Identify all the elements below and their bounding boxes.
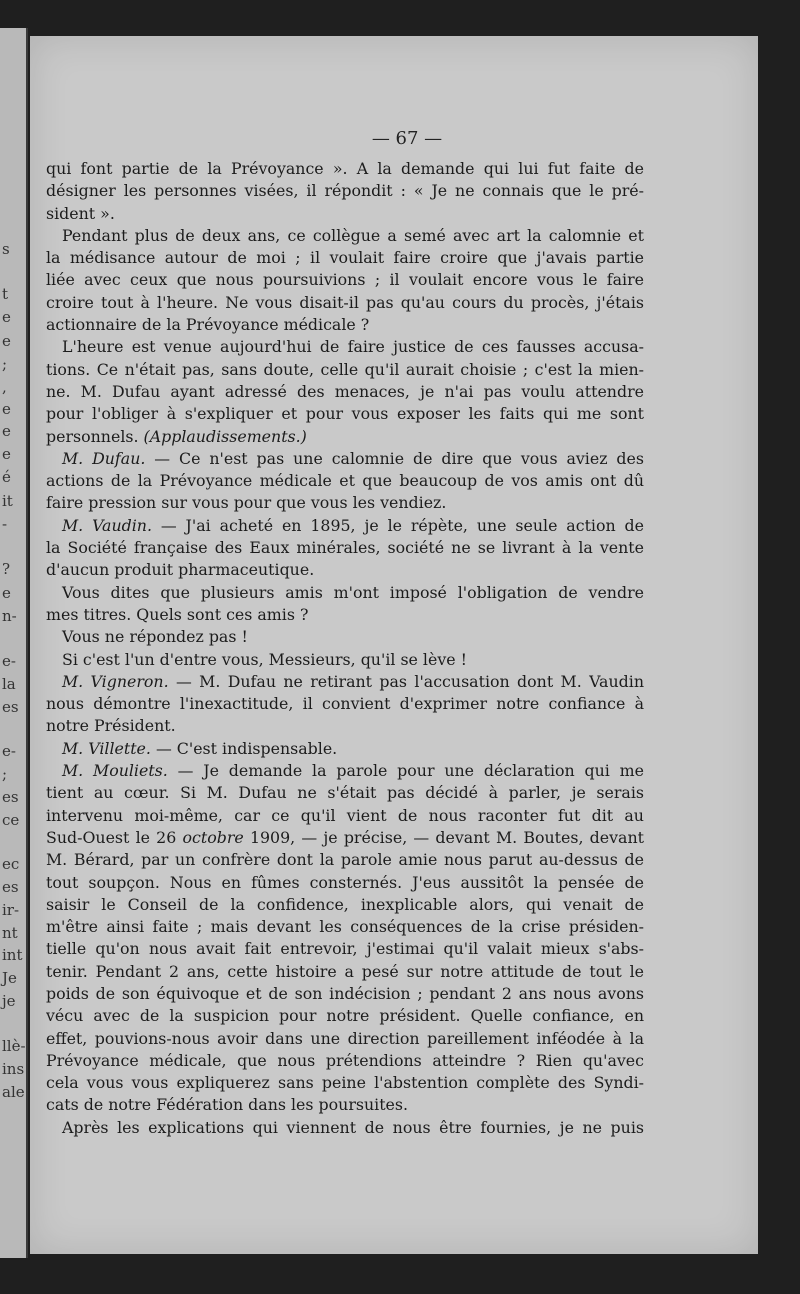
facing-page-text-fragment: es xyxy=(2,878,19,896)
line-text: notre Président. xyxy=(46,716,176,736)
line-text: Vous ne répondez pas ! xyxy=(62,627,248,647)
line-text: nous démontre l'inexactitude, il convient d'exprimer notre confiance à xyxy=(46,694,644,714)
speaker-name: M. Vaudin. xyxy=(62,515,152,535)
text-line xyxy=(46,492,644,514)
text-line xyxy=(46,537,644,559)
text-line xyxy=(46,180,644,202)
line-text: actionnaire de la Prévoyance médicale ? xyxy=(46,315,370,335)
speaker-name: M. Villette. xyxy=(62,738,151,758)
facing-page-text-fragment: ? xyxy=(2,560,11,578)
speaker-name: M. Dufau. xyxy=(62,448,146,468)
facing-page-text-fragment: e xyxy=(2,400,11,418)
line-text: Sud-Ouest le 26 octobre 1909, — je précise, — devant M. Boutes, devant xyxy=(46,827,644,847)
line-text: vécu avec de la suspicion pour notre président. Quelle confiance, en xyxy=(46,1006,644,1026)
text-line xyxy=(46,894,644,916)
facing-page-text-fragment: llè- xyxy=(2,1037,26,1055)
line-text: Pendant plus de deux ans, ce collègue a semé avec art la calomnie et xyxy=(62,225,644,245)
line-text: faire pression sur vous pour que vous les vendiez. xyxy=(46,493,447,513)
facing-page-text-fragment: ; xyxy=(2,355,8,373)
line-text: Après les explications qui viennent de nous être fournies, je ne puis xyxy=(62,1117,644,1137)
text-line xyxy=(46,715,644,737)
text-line xyxy=(46,827,644,849)
line-text: — J'ai acheté en 1895, je le répète, une seule action de xyxy=(152,515,644,535)
line-text: actions de la Prévoyance médicale et que beaucoup de vos amis ont dû xyxy=(46,471,644,491)
facing-page-text-fragment: e xyxy=(2,308,11,326)
line-text: saisir le Conseil de la confidence, inexplicable alors, qui venait de xyxy=(46,894,644,914)
text-line xyxy=(46,269,644,291)
line-text: cela vous vous expliquerez sans peine l'abstention complète des Syndi- xyxy=(46,1073,644,1093)
facing-page-text-fragment: je xyxy=(2,992,16,1010)
facing-page-text-fragment: ; xyxy=(2,765,8,783)
text-line xyxy=(46,604,644,626)
facing-page-text-fragment: ec xyxy=(2,855,20,873)
text-line xyxy=(46,805,644,827)
facing-page-text-fragment: Je xyxy=(2,969,17,987)
facing-page-text-fragment: ce xyxy=(2,811,20,829)
text-line xyxy=(46,448,644,470)
text-line xyxy=(46,292,644,314)
text-line xyxy=(46,738,644,760)
text-line xyxy=(46,983,644,1005)
facing-page-text-fragment: ir- xyxy=(2,901,20,919)
text-line xyxy=(46,203,644,225)
text-line xyxy=(46,582,644,604)
text-line xyxy=(46,559,644,581)
line-text: — Ce n'est pas une calomnie de dire que vous aviez des xyxy=(145,448,644,468)
line-text: personnels. (Applaudissements.) xyxy=(46,426,307,446)
text-line xyxy=(46,426,644,448)
text-line xyxy=(46,1117,644,1139)
facing-page-text-fragment: it xyxy=(2,492,13,510)
line-text: L'heure est venue aujourd'hui de faire justice de ces fausses accusa- xyxy=(62,337,644,357)
text-line xyxy=(46,782,644,804)
facing-page-text-fragment: t xyxy=(2,285,9,303)
line-text: — Je demande la parole pour une déclaration qui me xyxy=(167,761,644,781)
line-text: poids de son équivoque et de son indécision ; pendant 2 ans nous avons xyxy=(46,983,644,1003)
line-text: désigner les personnes visées, il répondit : « Je ne connais que le pré- xyxy=(46,181,644,201)
text-line xyxy=(46,961,644,983)
facing-page-text-fragment: int xyxy=(2,946,23,964)
text-line xyxy=(46,916,644,938)
text-line xyxy=(46,693,644,715)
line-text: tions. Ce n'était pas, sans doute, celle qu'il aurait choisie ; c'est la mien- xyxy=(46,359,644,379)
line-text: tenir. Pendant 2 ans, cette histoire a pesé sur notre attitude de tout le xyxy=(46,961,644,981)
line-text: Vous dites que plusieurs amis m'ont imposé l'obligation de vendre xyxy=(62,582,644,602)
text-line xyxy=(46,225,644,247)
line-text: pour l'obliger à s'expliquer et pour vous exposer les faits qui me sont xyxy=(46,404,644,424)
text-line xyxy=(46,1005,644,1027)
facing-page-text-fragment: e- xyxy=(2,742,16,760)
text-line xyxy=(46,626,644,648)
line-text: tout soupçon. Nous en fûmes consternés. J'eus aussitôt la pensée de xyxy=(46,872,644,892)
applause-note: (Applaudissements.) xyxy=(143,426,307,446)
text-line xyxy=(46,336,644,358)
line-text: la Société française des Eaux minérales, société ne se livrant à la vente xyxy=(46,538,644,558)
line-text: M. Bérard, par un confrère dont la parole amie nous parut au-dessus de xyxy=(46,850,644,870)
facing-page-text-fragment: - xyxy=(2,515,8,533)
text-line xyxy=(46,1072,644,1094)
line-text: ne. M. Dufau ayant adressé des menaces, je n'ai pas voulu attendre xyxy=(46,381,644,401)
text-line xyxy=(46,381,644,403)
line-text: la médisance autour de moi ; il voulait faire croire que j'avais partie xyxy=(46,248,644,268)
text-line xyxy=(46,158,644,180)
facing-page-edge xyxy=(0,28,28,1258)
facing-page-text-fragment: la xyxy=(2,675,16,693)
text-line xyxy=(46,247,644,269)
facing-page-text-fragment: e xyxy=(2,584,11,602)
line-text: intervenu moi-même, car ce qu'il vient de nous raconter fut dit au xyxy=(46,805,644,825)
facing-page-text-fragment: ins xyxy=(2,1060,25,1078)
speaker-name: M. Mouliets. xyxy=(62,761,168,781)
date-month: octobre xyxy=(182,827,244,847)
line-text: croire tout à l'heure. Ne vous disait-il pas qu'au cours du procès, j'étais xyxy=(46,292,644,312)
text-line xyxy=(46,1094,644,1116)
text-line xyxy=(46,515,644,537)
text-line xyxy=(46,359,644,381)
text-line xyxy=(46,760,644,782)
line-text: d'aucun produit pharmaceutique. xyxy=(46,560,315,580)
facing-page-text-fragment: es xyxy=(2,698,19,716)
line-text: m'être ainsi faite ; mais devant les conséquences de la crise présiden- xyxy=(46,917,644,937)
text-line xyxy=(46,1050,644,1072)
facing-page-text-fragment: s xyxy=(2,240,10,258)
line-text: Si c'est l'un d'entre vous, Messieurs, qu'il se lève ! xyxy=(62,649,467,669)
line-text: qui font partie de la Prévoyance ». A la demande qui lui fut faite de xyxy=(46,159,644,178)
line-text: — C'est indispensable. xyxy=(150,738,338,758)
facing-page-text-fragment: n- xyxy=(2,607,17,625)
line-text: cats de notre Fédération dans les poursuites. xyxy=(46,1095,409,1115)
line-text: sident ». xyxy=(46,203,115,223)
text-line xyxy=(46,470,644,492)
facing-page-text-fragment: e xyxy=(2,445,11,463)
book-page xyxy=(30,36,758,1254)
facing-page-text-fragment: e xyxy=(2,332,11,350)
text-line xyxy=(46,671,644,693)
text-line xyxy=(46,938,644,960)
line-text: mes titres. Quels sont ces amis ? xyxy=(46,604,309,624)
text-line xyxy=(46,314,644,336)
line-text: — M. Dufau ne retirant pas l'accusation dont M. Vaudin xyxy=(168,671,644,691)
facing-page-text-fragment: ale xyxy=(2,1083,25,1101)
facing-page-text-fragment: e- xyxy=(2,652,16,670)
line-text: tielle qu'on nous avait fait entrevoir, j'estimai qu'il valait mieux s'abs- xyxy=(46,939,644,959)
facing-page-text-fragment: é xyxy=(2,468,11,486)
line-text: Prévoyance médicale, que nous prétendions atteindre ? Rien qu'avec xyxy=(46,1050,644,1070)
facing-page-text-fragment: , xyxy=(2,378,7,396)
line-text: effet, pouvions-nous avoir dans une direction pareillement inféodée à la xyxy=(46,1028,644,1048)
text-line xyxy=(46,872,644,894)
facing-page-text-fragment: e xyxy=(2,422,11,440)
text-line xyxy=(46,649,644,671)
text-line xyxy=(46,849,644,871)
facing-page-text-fragment: es xyxy=(2,788,19,806)
text-line xyxy=(46,1028,644,1050)
page-number: — 67 — xyxy=(371,128,443,149)
line-text: tient au cœur. Si M. Dufau ne s'était pas décidé à parler, je serais xyxy=(46,783,644,803)
text-line xyxy=(46,403,644,425)
facing-page-text-fragment: nt xyxy=(2,924,18,942)
line-text: liée avec ceux que nous poursuivions ; il voulait encore vous le faire xyxy=(46,270,644,290)
speaker-name: M. Vigneron. xyxy=(62,671,169,691)
page-body-text xyxy=(46,158,644,1139)
